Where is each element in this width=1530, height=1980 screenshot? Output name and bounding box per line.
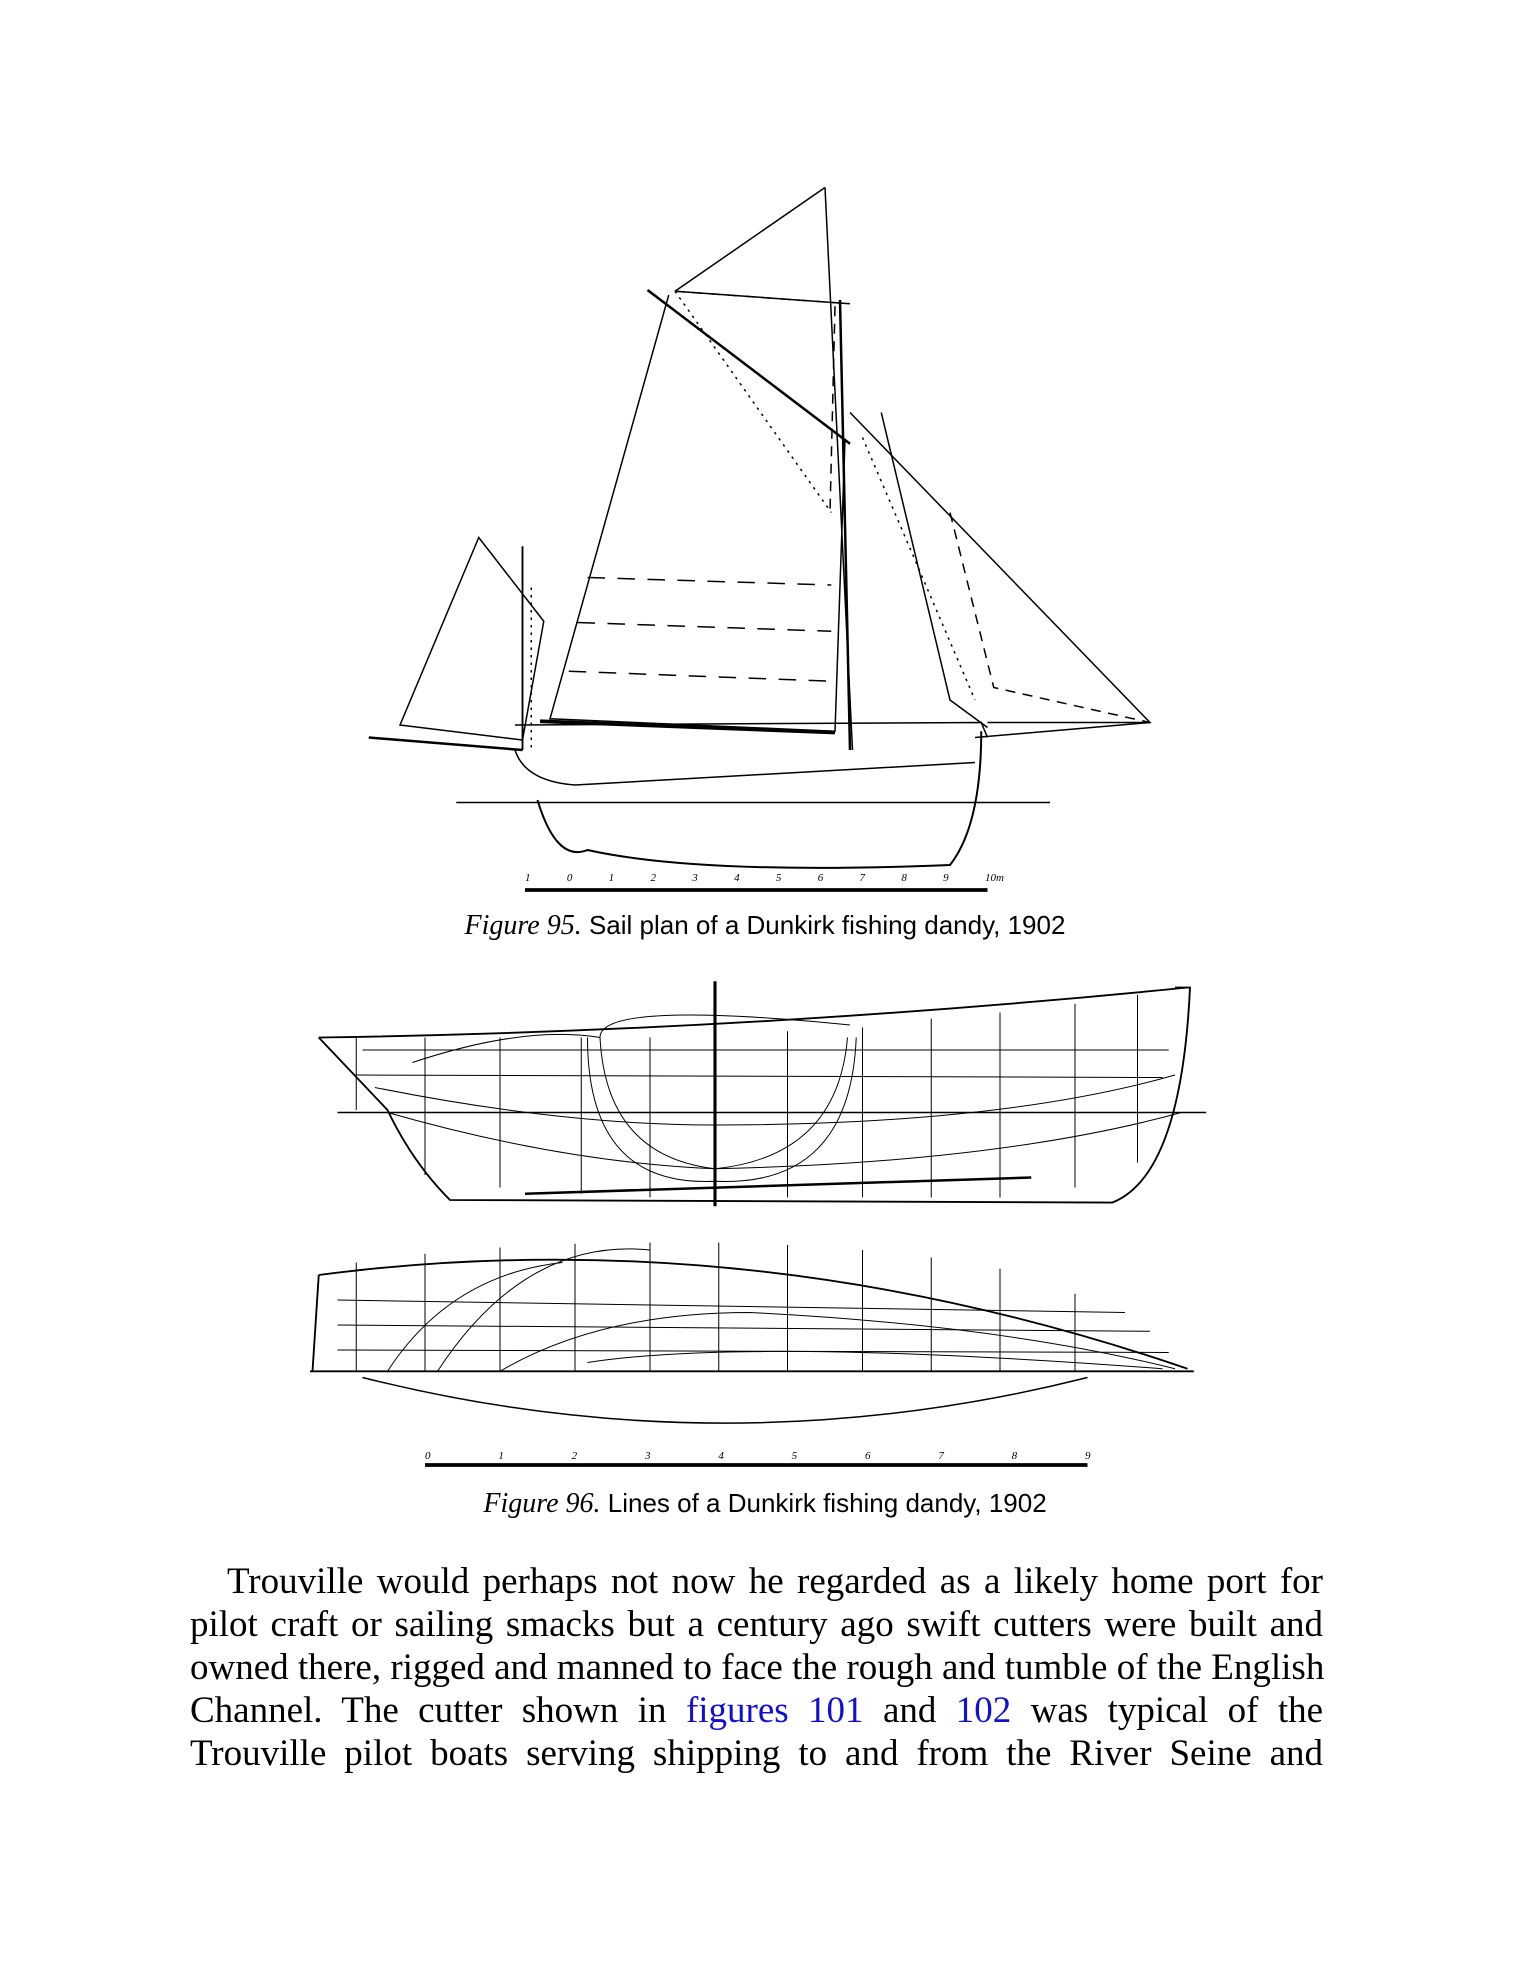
text: and (882, 1690, 937, 1731)
scale-tick-label: 8 (901, 872, 907, 884)
body-paragraph (190, 1560, 1323, 1775)
paragraph-line (190, 1689, 1323, 1732)
paragraph-line: Trouville pilot boats serving shipping to and from the River Seine and (190, 1733, 1323, 1774)
paragraph-line: owned there, rigged and manned to face the rough and tumble of the English (190, 1647, 1325, 1688)
text: Channel. The cutter shown in (190, 1690, 667, 1731)
scale-tick-label: 6 (817, 872, 824, 884)
scale-tick-label: 1 (608, 872, 615, 884)
scale-tick-label: 10m (985, 872, 1004, 884)
scale-tick-label: 9 (1085, 1450, 1091, 1462)
sail-plan-drawing (369, 188, 1150, 868)
paragraph-line: Trouville would perhaps not now he regarded as a likely home port for (227, 1561, 1323, 1602)
figure-96-caption (0, 1488, 1530, 1520)
figure-96-text: Lines of a Dunkirk fishing dandy, 1902 (607, 1488, 1047, 1518)
figure-95-caption (0, 910, 1530, 942)
figure-95-label: Figure 95. (464, 910, 582, 941)
scale-tick-label: 2 (571, 1450, 578, 1462)
scale-tick-label: 5 (775, 872, 782, 884)
scale-tick-label: 9 (943, 872, 949, 884)
scale-tick-label: 4 (718, 1450, 724, 1462)
scale-tick-label: 6 (865, 1450, 871, 1462)
lines-drawing (319, 981, 1207, 1206)
figure-95-text: Sail plan of a Dunkirk fishing dandy, 1902 (588, 910, 1066, 940)
scale-tick-label: 8 (1011, 1450, 1018, 1462)
figure-96-label: Figure 96. (483, 1488, 601, 1519)
scale-tick-label: 1 (498, 1450, 504, 1462)
scale-tick-label: 4 (734, 872, 740, 884)
scale-tick-label: 1 (525, 872, 531, 884)
scale-tick-label: 7 (859, 872, 866, 884)
scale-tick-label: 7 (938, 1450, 944, 1462)
scale-tick-label: 0 (566, 872, 573, 884)
figure-102-link[interactable]: 102 (955, 1690, 1012, 1731)
scale-tick-label: 3 (692, 872, 698, 884)
plan-view-drawing (310, 1243, 1194, 1424)
scale-tick-label: 5 (791, 1450, 798, 1462)
text: was typical of the (1030, 1690, 1324, 1731)
scale-tick-label: 3 (645, 1450, 651, 1462)
scale-tick-label: 0 (425, 1450, 431, 1462)
scale-tick-label: 2 (650, 872, 656, 884)
figures-101-link[interactable]: figures 101 (685, 1690, 864, 1731)
paragraph-line: pilot craft or sailing smacks but a century ago swift cutters were built and (190, 1604, 1323, 1645)
